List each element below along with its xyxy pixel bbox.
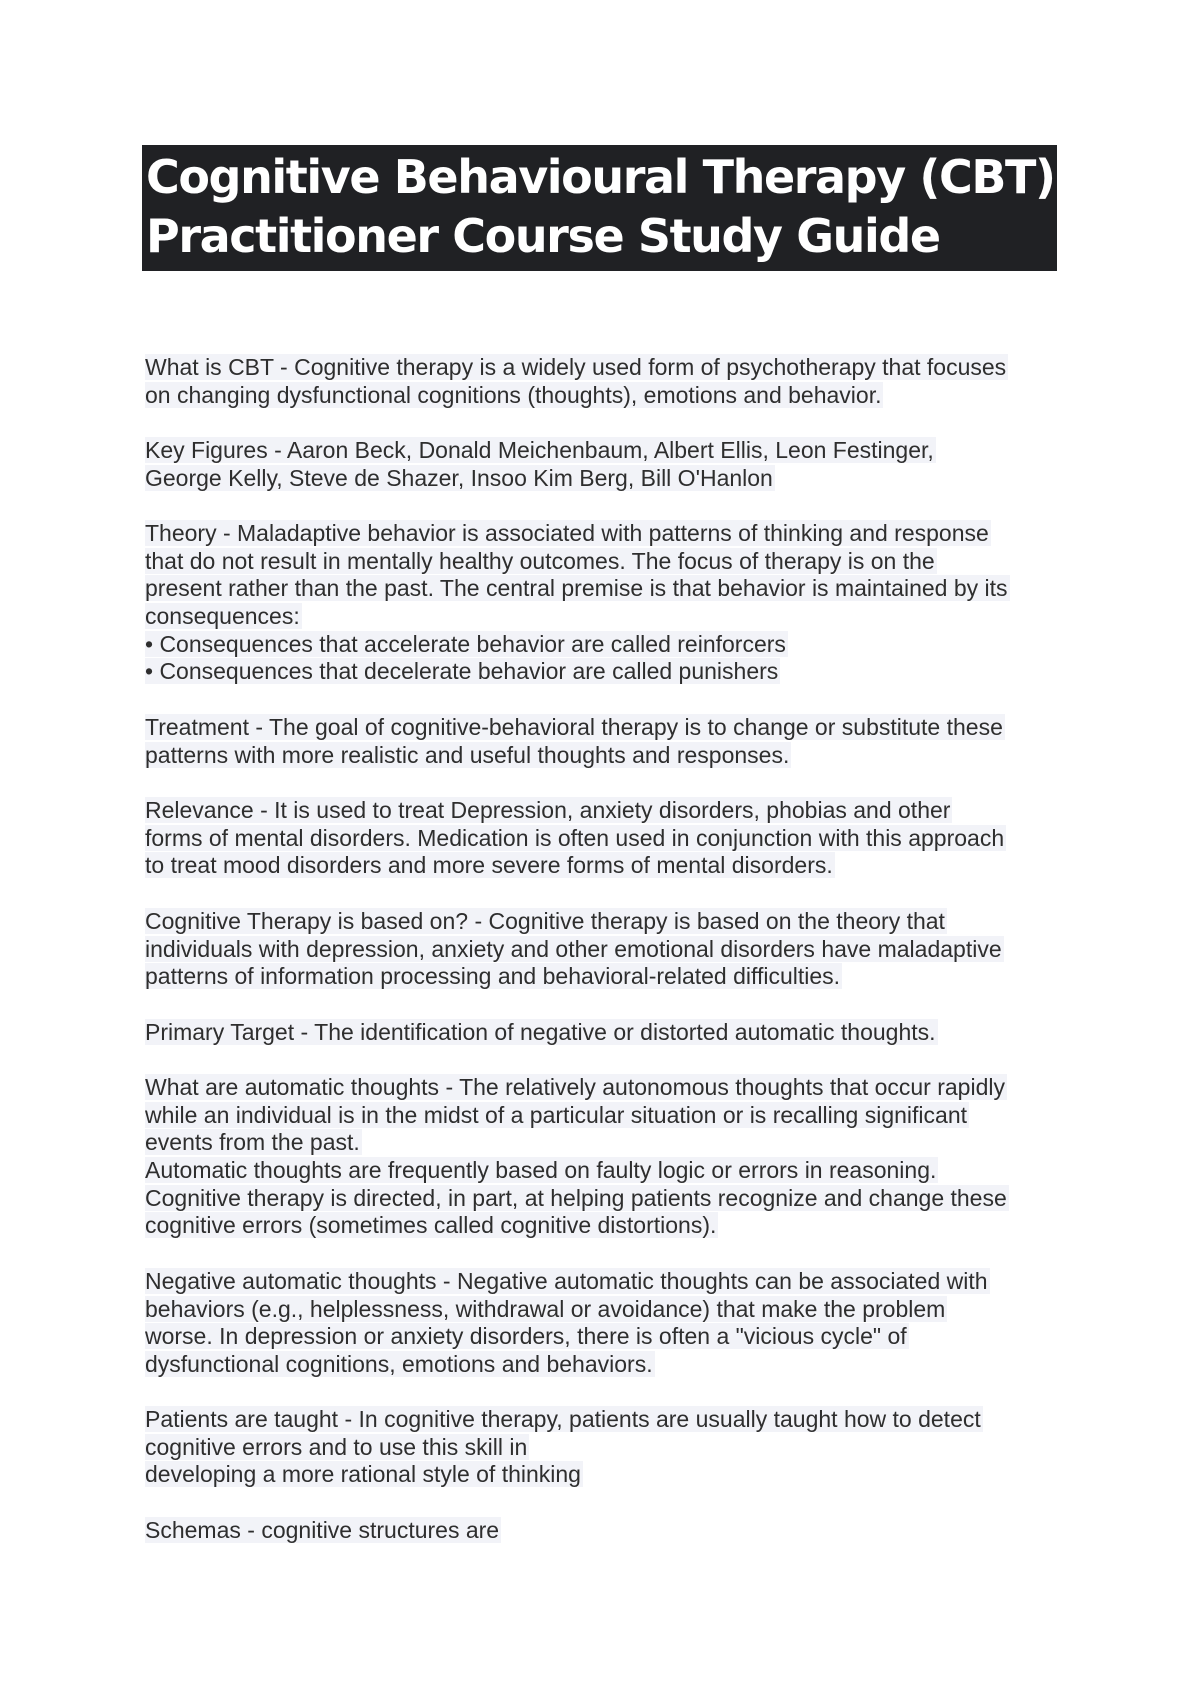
text-line: present rather than the past. The central premise is that behavior is maintained by its <box>145 575 1008 602</box>
text-line: consequences: <box>145 603 300 630</box>
text-line: Primary Target - The identification of negative or distorted automatic thoughts. <box>145 1019 936 1045</box>
text-line: behaviors (e.g., helplessness, withdrawal or avoidance) that make the problem <box>145 1295 946 1322</box>
bullet-item: • Consequences that accelerate behavior are called reinforcers <box>145 630 786 657</box>
document-title-line-2: Practitioner Course Study Guide <box>146 209 940 263</box>
text-line: Key Figures - Aaron Beck, Donald Meichenbaum, Albert Ellis, Leon Festinger, <box>145 437 934 463</box>
text-line: patterns with more realistic and useful thoughts and responses. <box>145 741 790 768</box>
text-line: Relevance - It is used to treat Depression, anxiety disorders, phobias and other <box>145 797 951 823</box>
bullet-item: • Consequences that decelerate behavior are called punishers <box>145 658 779 685</box>
paragraph-automatic-thoughts <box>145 1074 1075 1240</box>
paragraph-cognitive-therapy-basis <box>145 908 1075 991</box>
text-line: events from the past. <box>145 1129 360 1156</box>
text-line: George Kelly, Steve de Shazer, Insoo Kim Berg, Bill O'Hanlon <box>145 464 773 491</box>
paragraph-key-figures <box>145 437 1075 492</box>
text-line: patterns of information processing and behavioral-related difficulties. <box>145 963 841 990</box>
text-line: worse. In depression or anxiety disorders, there is often a "vicious cycle" of <box>145 1323 907 1350</box>
text-line: Cognitive Therapy is based on? - Cognitive therapy is based on the theory that <box>145 908 945 934</box>
text-line: What are automatic thoughts - The relatively autonomous thoughts that occur rapidly <box>145 1074 1005 1100</box>
paragraph-treatment <box>145 714 1075 769</box>
text-line: on changing dysfunctional cognitions (thoughts), emotions and behavior. <box>145 381 882 408</box>
text-line: forms of mental disorders. Medication is often used in conjunction with this approach <box>145 824 1005 851</box>
paragraph-schemas <box>145 1517 1075 1545</box>
document-title-block <box>142 145 1057 271</box>
text-line: individuals with depression, anxiety and other emotional disorders have maladaptive <box>145 935 1002 962</box>
paragraph-theory <box>145 520 1075 686</box>
paragraph-patients-are-taught <box>145 1406 1075 1489</box>
text-line: What is CBT - Cognitive therapy is a widely used form of psychotherapy that focuses <box>145 354 1007 380</box>
text-line: that do not result in mentally healthy outcomes. The focus of therapy is on the <box>145 547 935 574</box>
document-title-line-1: Cognitive Behavioural Therapy (CBT) <box>146 150 1055 204</box>
text-line: Treatment - The goal of cognitive-behavioral therapy is to change or substitute these <box>145 714 1003 740</box>
text-line: developing a more rational style of thinking <box>145 1461 581 1488</box>
text-line: Theory - Maladaptive behavior is associated with patterns of thinking and response <box>145 520 989 546</box>
text-line: Automatic thoughts are frequently based on faulty logic or errors in reasoning. <box>145 1157 937 1184</box>
text-line: to treat mood disorders and more severe forms of mental disorders. <box>145 852 833 879</box>
text-line: cognitive errors (sometimes called cognitive distortions). <box>145 1212 717 1239</box>
text-line: Cognitive therapy is directed, in part, at helping patients recognize and change these <box>145 1184 1007 1211</box>
text-line: cognitive errors and to use this skill in <box>145 1433 528 1460</box>
text-line: dysfunctional cognitions, emotions and behaviors. <box>145 1351 653 1378</box>
paragraph-relevance <box>145 797 1075 880</box>
paragraph-what-is-cbt <box>145 354 1075 409</box>
paragraph-primary-target <box>145 1019 1075 1047</box>
paragraph-negative-automatic-thoughts <box>145 1268 1075 1379</box>
text-line: while an individual is in the midst of a particular situation or is recalling significant <box>145 1101 968 1128</box>
text-line: Patients are taught - In cognitive therapy, patients are usually taught how to detect <box>145 1406 981 1432</box>
text-line: Negative automatic thoughts - Negative automatic thoughts can be associated with <box>145 1268 988 1294</box>
text-line: Schemas - cognitive structures are <box>145 1517 500 1543</box>
